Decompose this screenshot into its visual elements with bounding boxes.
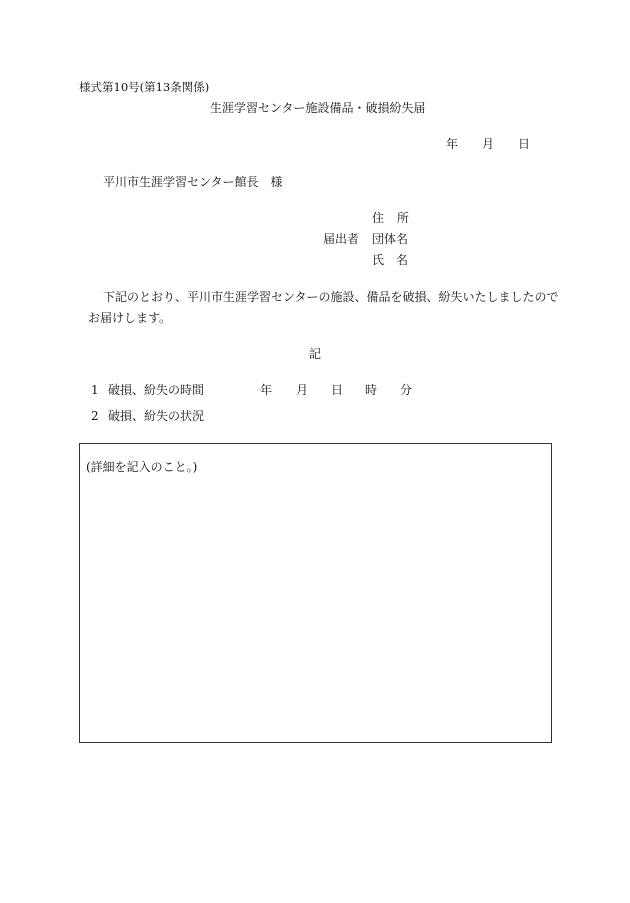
- time-year-label: 年: [260, 383, 273, 397]
- submission-date: [446, 138, 530, 150]
- detail-entry-box[interactable]: [79, 443, 552, 743]
- organization-label: 団体名: [372, 232, 409, 246]
- date-year-label: 年: [446, 137, 459, 151]
- notifier-label: 届出者: [323, 232, 360, 246]
- body-text-line-1: 下記のとおり、平川市生涯学習センターの施設、備品を破損、紛失いたしましたので: [103, 290, 559, 304]
- form-number: 様式第10号(第13条関係): [79, 80, 210, 94]
- body-text-line-2: お届けします。: [88, 311, 172, 325]
- incident-time: [260, 384, 412, 396]
- ki-heading: 記: [309, 347, 322, 361]
- item-2-label: 破損、紛失の状況: [108, 409, 205, 423]
- name-label: 氏 名: [372, 253, 409, 267]
- item-1-label: 破損、紛失の時間: [108, 383, 205, 397]
- time-hour-label: 時: [365, 383, 378, 397]
- time-minute-label: 分: [400, 383, 413, 397]
- date-day-label: 日: [518, 137, 531, 151]
- document-title: 生涯学習センター施設備品・破損紛失届: [210, 101, 426, 115]
- time-day-label: 日: [331, 383, 344, 397]
- address-label: 住 所: [372, 211, 410, 225]
- item-2-number: 2: [91, 409, 99, 423]
- date-month-label: 月: [482, 137, 495, 151]
- item-1-number: 1: [91, 383, 99, 397]
- addressee: 平川市生涯学習センター館長 様: [103, 175, 283, 189]
- time-month-label: 月: [296, 383, 309, 397]
- detail-note: (詳細を記入のこと。): [86, 460, 198, 474]
